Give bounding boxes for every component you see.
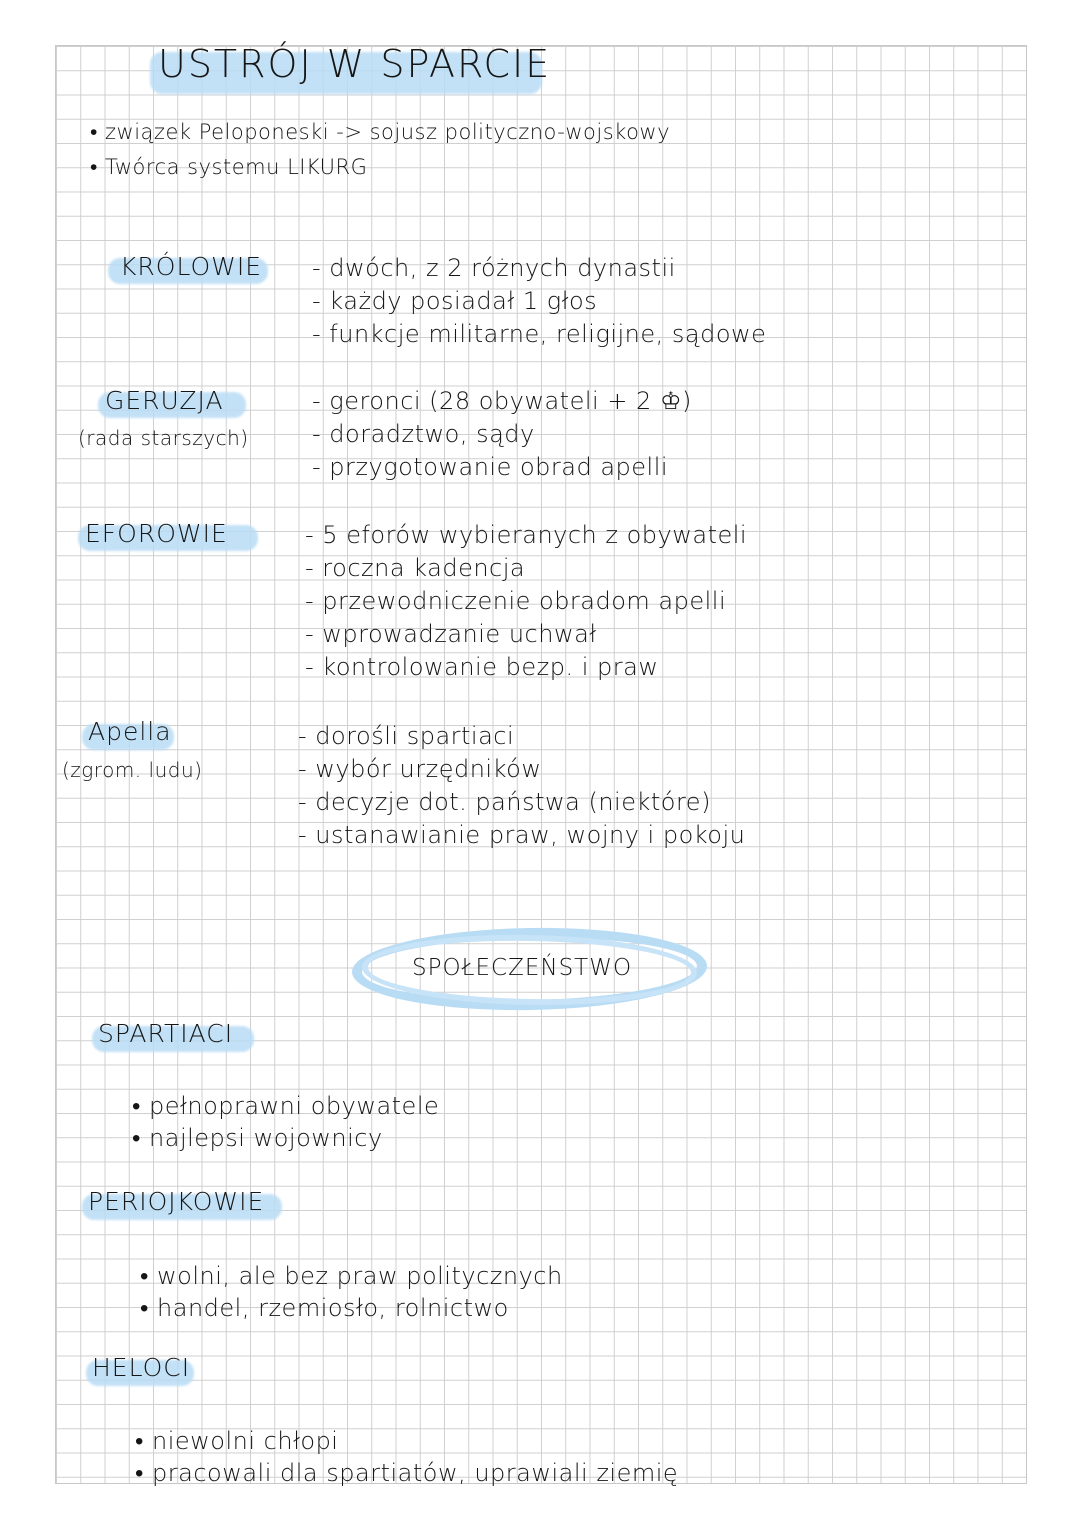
list-item: - 5 eforów wybieranych z obywateli [305,521,748,549]
society-heading: SPOŁECZEŃSTWO [412,955,633,981]
group-label-periojkowie: PERIOJKOWIE [88,1187,265,1216]
list-item: • pełnoprawni obywatele [132,1092,440,1120]
section-label-geruzja: GERUZJA [105,386,224,415]
group-label-spartiaci: SPARTIACI [98,1019,234,1048]
section-label-apella: Apella [88,717,172,746]
list-item: • wolni, ale bez praw politycznych [140,1262,563,1290]
list-item: - ustanawianie praw, wojny i pokoju [298,821,746,849]
list-item: - każdy posiadał 1 głos [312,287,598,315]
list-item: • niewolni chłopi [135,1427,339,1455]
group-items-periojkowie [140,1260,563,1324]
list-item: • najlepsi wojownicy [132,1124,383,1152]
section-sublabel-apella: (zgrom. ludu) [62,758,203,782]
section-items-apella [298,720,745,852]
section-label-eforowie: EFOROWIE [85,519,228,548]
list-item: - przygotowanie obrad apelli [312,453,669,481]
section-items-krolowie [312,252,766,351]
list-item: - doradztwo, sądy [312,420,535,448]
list-item: - dorośli spartiaci [298,722,515,750]
intro-line: • Twórca systemu LIKURG [90,155,368,179]
section-sublabel-geruzja: (rada starszych) [78,426,249,450]
list-item: - funkcje militarne, religijne, sądowe [312,320,767,348]
group-items-heloci [135,1425,678,1489]
list-item: - kontrolowanie bezp. i praw [305,653,659,681]
section-items-eforowie [305,519,747,684]
group-items-spartiaci [132,1090,439,1154]
section-items-geruzja [312,385,692,484]
list-item: - wybór urzędników [298,755,542,783]
list-item: - dwóch, z 2 różnych dynastii [312,254,676,282]
list-item: - przewodniczenie obradom apelli [305,587,727,615]
list-item: • handel, rzemiosło, rolnictwo [140,1294,509,1322]
list-item: • pracowali dla spartiatów, uprawiali ziemię [135,1459,679,1487]
list-item: - roczna kadencja [305,554,526,582]
list-item: - wprowadzanie uchwał [305,620,597,648]
intro-line: • związek Peloponeski -> sojusz polityczno-wojskowy [90,120,671,144]
section-label-krolowie: KRÓLOWIE [120,252,263,281]
group-label-heloci: HELOCI [92,1353,191,1382]
list-item: - geronci (28 obywateli + 2 ♔) [312,387,692,415]
page-title: USTRÓJ W SPARCIE [158,42,552,86]
list-item: - decyzje dot. państwa (niektóre) [298,788,711,816]
